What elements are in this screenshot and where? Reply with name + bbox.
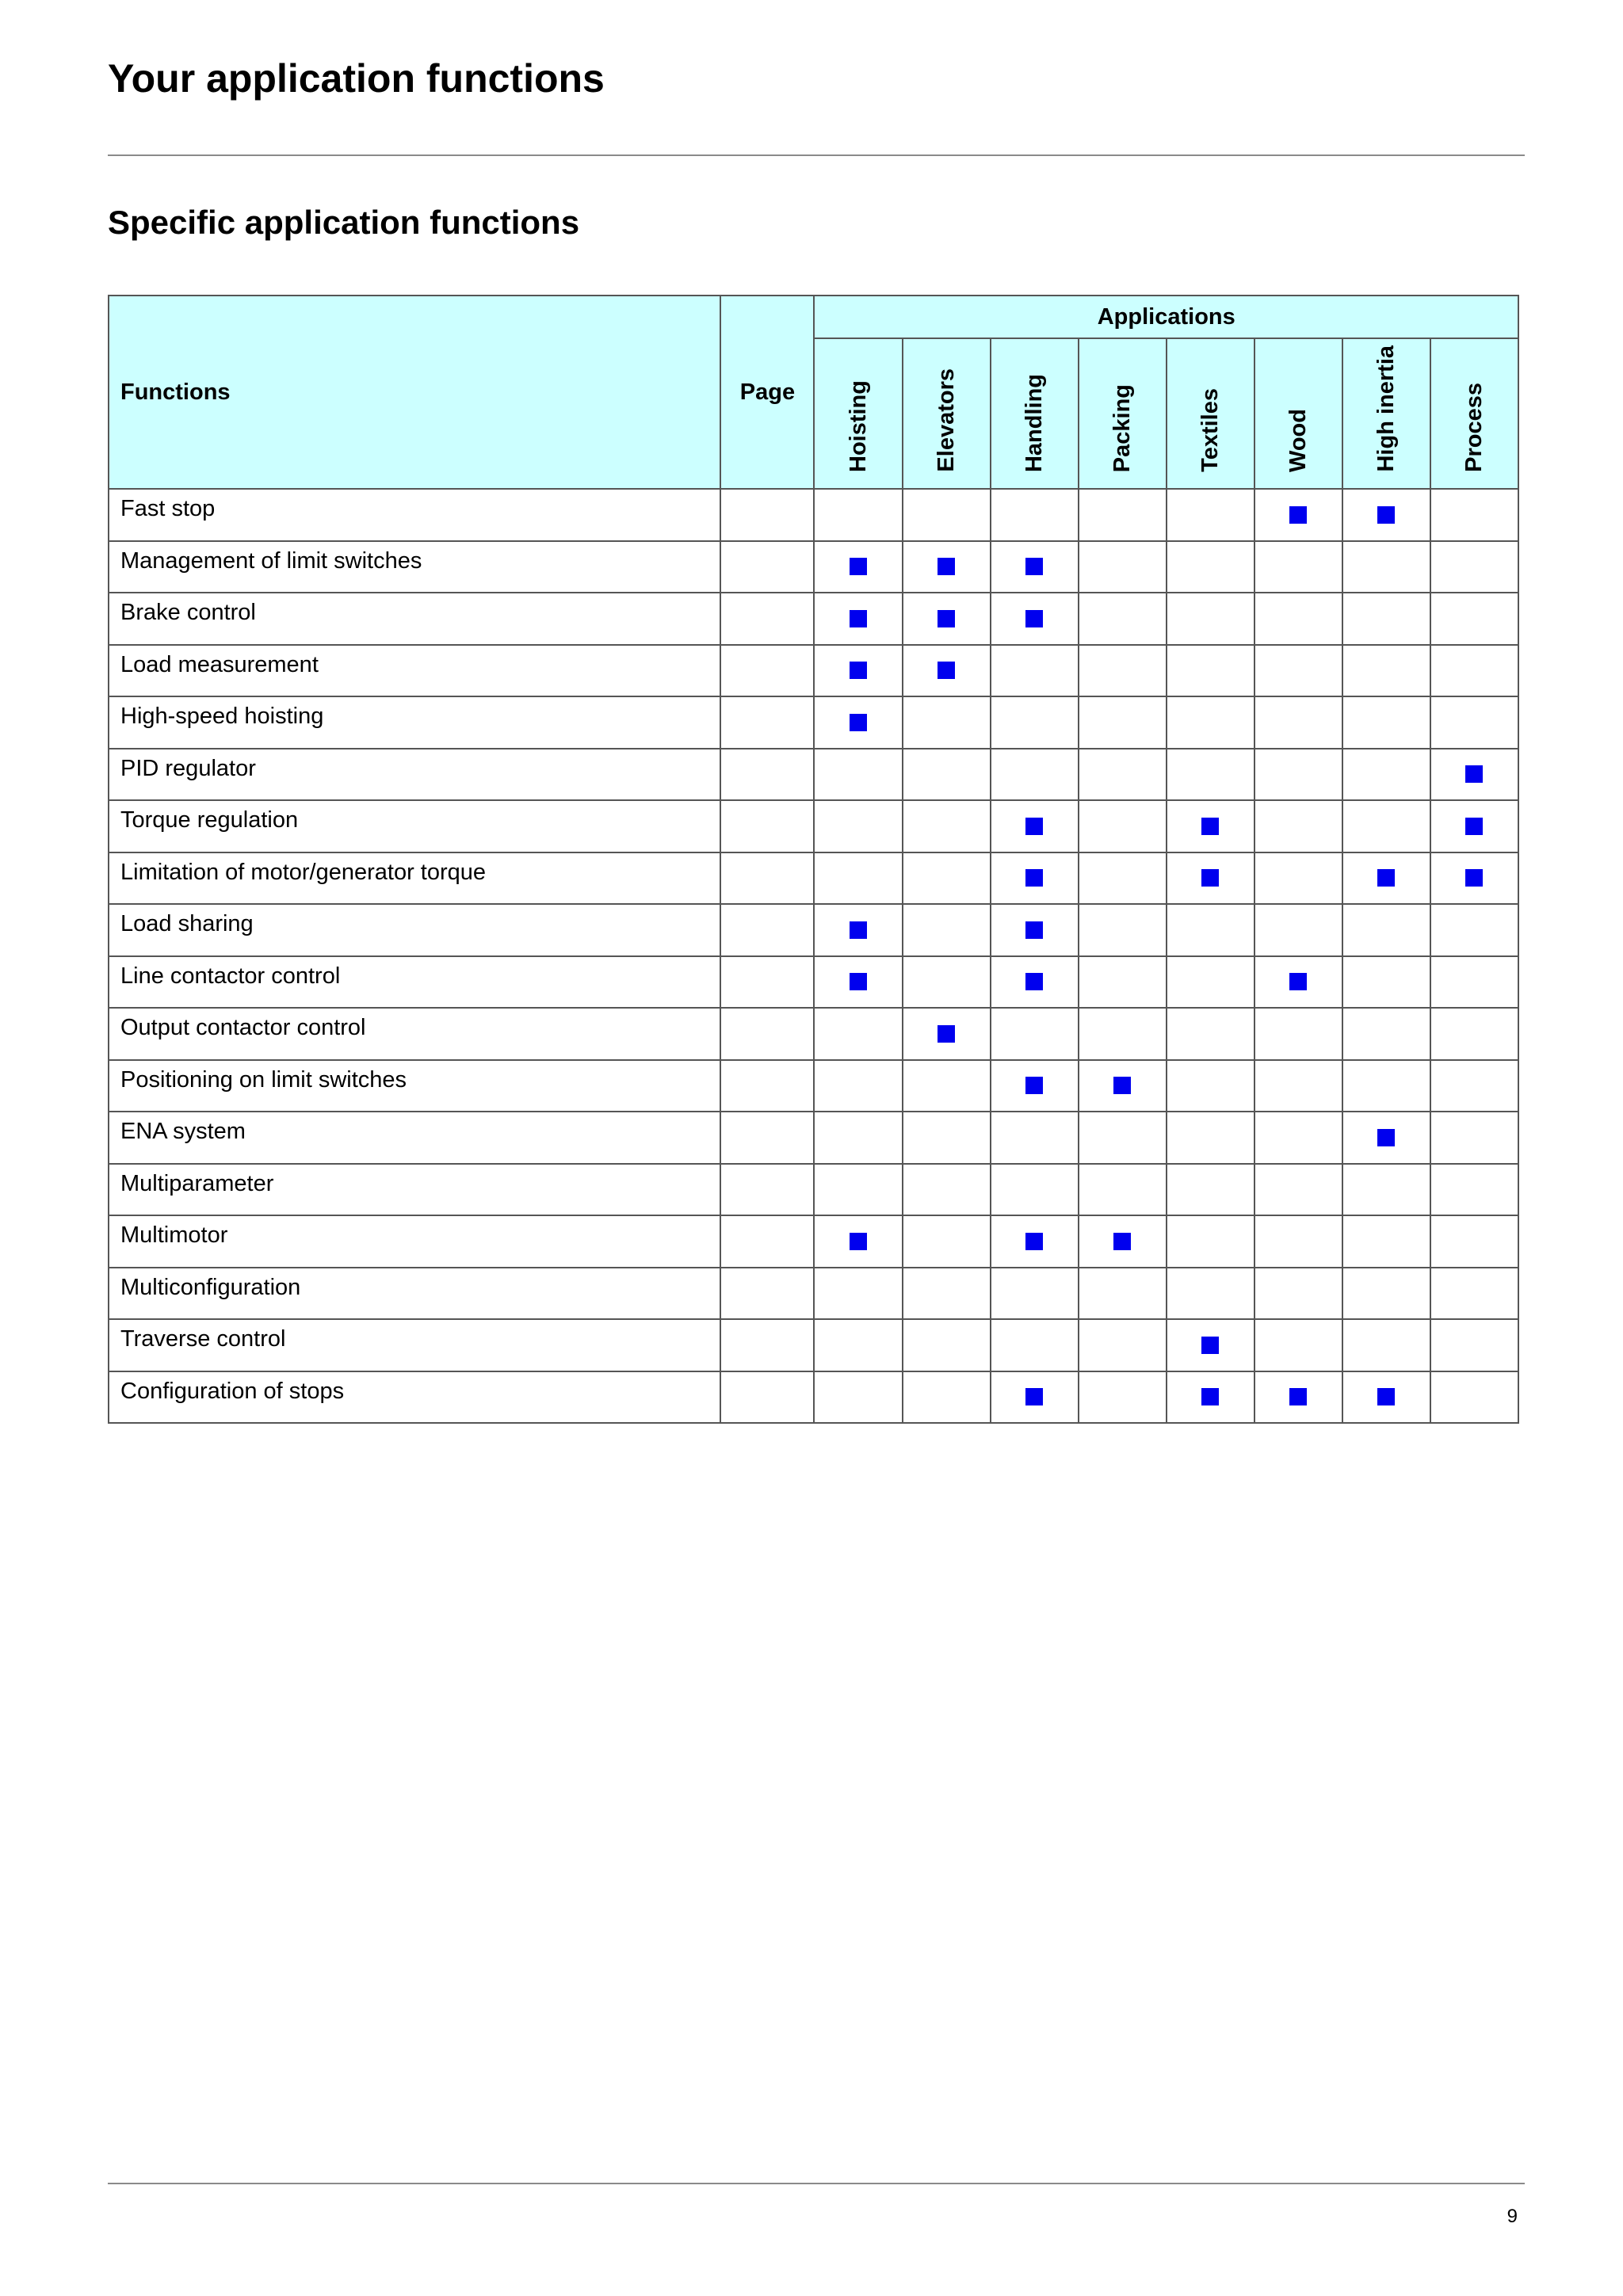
application-cell — [991, 541, 1079, 593]
function-name: Brake control — [109, 593, 720, 645]
application-cell — [1167, 696, 1254, 749]
application-cell — [1430, 1008, 1518, 1060]
function-page — [720, 1008, 814, 1060]
applications-header: Applications — [814, 296, 1518, 338]
application-cell — [1254, 749, 1342, 801]
application-cell — [903, 1371, 991, 1424]
square-marker-icon — [1025, 921, 1043, 939]
square-marker-icon — [1201, 818, 1219, 835]
table-row — [109, 956, 1518, 1009]
function-name: Load measurement — [109, 645, 720, 697]
application-cell — [1079, 696, 1167, 749]
top-divider — [108, 154, 1525, 156]
column-header-handling — [991, 338, 1079, 489]
column-header-elevators — [903, 338, 991, 489]
function-name: Limitation of motor/generator torque — [109, 852, 720, 905]
application-cell — [1430, 489, 1518, 541]
application-cell — [1342, 1371, 1430, 1424]
application-cell — [1167, 1008, 1254, 1060]
square-marker-icon — [1113, 1233, 1131, 1250]
square-marker-icon — [938, 662, 955, 679]
square-marker-icon — [1289, 506, 1307, 524]
application-cell — [991, 956, 1079, 1009]
square-marker-icon — [850, 973, 867, 990]
application-cell — [1167, 749, 1254, 801]
application-cell — [1167, 1319, 1254, 1371]
application-cell — [1167, 800, 1254, 852]
application-cell — [903, 1319, 991, 1371]
application-cell — [1254, 593, 1342, 645]
square-marker-icon — [850, 558, 867, 575]
function-page — [720, 749, 814, 801]
application-cell — [1254, 1215, 1342, 1268]
application-cell — [814, 1371, 902, 1424]
square-marker-icon — [1025, 1388, 1043, 1405]
application-cell — [1342, 1060, 1430, 1112]
square-marker-icon — [850, 921, 867, 939]
application-cell — [1254, 1112, 1342, 1164]
table-row — [109, 1371, 1518, 1424]
application-cell — [1167, 1268, 1254, 1320]
application-cell — [1254, 1371, 1342, 1424]
application-cell — [1430, 1112, 1518, 1164]
application-cell — [1167, 1164, 1254, 1216]
application-cell — [1430, 696, 1518, 749]
function-name: Load sharing — [109, 904, 720, 956]
square-marker-icon — [1201, 1388, 1219, 1405]
application-cell — [1342, 696, 1430, 749]
application-cell — [1254, 1008, 1342, 1060]
application-cell — [1254, 541, 1342, 593]
function-page — [720, 852, 814, 905]
application-cell — [1342, 541, 1430, 593]
square-marker-icon — [1377, 1129, 1395, 1146]
application-cell — [814, 1112, 902, 1164]
application-cell — [1167, 593, 1254, 645]
application-cell — [903, 800, 991, 852]
square-marker-icon — [1025, 1233, 1043, 1250]
application-cell — [1342, 956, 1430, 1009]
application-cell — [814, 541, 902, 593]
application-cell — [1079, 852, 1167, 905]
function-page — [720, 904, 814, 956]
application-cell — [1342, 852, 1430, 905]
function-name: ENA system — [109, 1112, 720, 1164]
application-cell — [1167, 1060, 1254, 1112]
application-cell — [1430, 1371, 1518, 1424]
application-cell — [1254, 696, 1342, 749]
application-cell — [991, 1008, 1079, 1060]
function-page — [720, 1371, 814, 1424]
application-functions-table — [108, 295, 1519, 1424]
function-page — [720, 1164, 814, 1216]
application-cell — [1342, 800, 1430, 852]
application-cell — [991, 800, 1079, 852]
application-cell — [814, 696, 902, 749]
square-marker-icon — [1465, 765, 1483, 783]
function-page — [720, 1319, 814, 1371]
function-page — [720, 645, 814, 697]
application-cell — [1079, 541, 1167, 593]
application-cell — [1430, 956, 1518, 1009]
page-header: Page — [720, 296, 814, 489]
application-cell — [991, 1268, 1079, 1320]
square-marker-icon — [850, 1233, 867, 1250]
application-cell — [1254, 956, 1342, 1009]
application-cell — [903, 1215, 991, 1268]
application-cell — [903, 593, 991, 645]
application-cell — [991, 593, 1079, 645]
application-cell — [1430, 541, 1518, 593]
function-page — [720, 541, 814, 593]
application-cell — [814, 1268, 902, 1320]
square-marker-icon — [1025, 818, 1043, 835]
application-cell — [903, 645, 991, 697]
application-cell — [1430, 904, 1518, 956]
table-body — [109, 489, 1518, 1423]
application-cell — [1254, 1319, 1342, 1371]
application-cell — [1079, 956, 1167, 1009]
application-cell — [1342, 645, 1430, 697]
application-cell — [1254, 904, 1342, 956]
column-header-high-inertia — [1342, 338, 1430, 489]
application-cell — [903, 541, 991, 593]
table-row — [109, 541, 1518, 593]
application-cell — [1342, 1112, 1430, 1164]
application-cell — [814, 1215, 902, 1268]
function-name: Positioning on limit switches — [109, 1060, 720, 1112]
application-cell — [1079, 1060, 1167, 1112]
function-page — [720, 956, 814, 1009]
column-label: High inertia — [1373, 345, 1399, 472]
square-marker-icon — [1465, 869, 1483, 887]
square-marker-icon — [1201, 1337, 1219, 1354]
application-cell — [1342, 1268, 1430, 1320]
square-marker-icon — [1025, 869, 1043, 887]
application-cell — [1079, 1371, 1167, 1424]
function-name: Output contactor control — [109, 1008, 720, 1060]
application-cell — [1430, 800, 1518, 852]
function-page — [720, 1215, 814, 1268]
application-cell — [1342, 1319, 1430, 1371]
application-cell — [1430, 749, 1518, 801]
function-page — [720, 593, 814, 645]
application-cell — [814, 1164, 902, 1216]
application-cell — [1167, 904, 1254, 956]
application-cell — [903, 904, 991, 956]
square-marker-icon — [850, 610, 867, 627]
application-cell — [1430, 1215, 1518, 1268]
column-label: Process — [1461, 383, 1487, 472]
application-cell — [903, 1112, 991, 1164]
application-cell — [1167, 956, 1254, 1009]
column-label: Handling — [1021, 373, 1047, 472]
application-cell — [1430, 1164, 1518, 1216]
application-cell — [1430, 645, 1518, 697]
application-cell — [1342, 1215, 1430, 1268]
application-cell — [814, 800, 902, 852]
column-label: Hoisting — [845, 380, 871, 472]
table-row — [109, 1319, 1518, 1371]
function-name: Management of limit switches — [109, 541, 720, 593]
square-marker-icon — [1377, 1388, 1395, 1405]
application-cell — [903, 1164, 991, 1216]
table-row — [109, 1008, 1518, 1060]
column-header-hoisting — [814, 338, 902, 489]
application-cell — [991, 852, 1079, 905]
table-row — [109, 1164, 1518, 1216]
application-cell — [1167, 541, 1254, 593]
application-cell — [903, 852, 991, 905]
column-header-wood — [1254, 338, 1342, 489]
square-marker-icon — [1289, 973, 1307, 990]
table-row — [109, 749, 1518, 801]
function-name: Multimotor — [109, 1215, 720, 1268]
application-cell — [1254, 645, 1342, 697]
square-marker-icon — [1201, 869, 1219, 887]
application-cell — [814, 489, 902, 541]
application-cell — [991, 696, 1079, 749]
application-cell — [1079, 645, 1167, 697]
table-row — [109, 489, 1518, 541]
application-cell — [1079, 489, 1167, 541]
application-cell — [1167, 1371, 1254, 1424]
application-cell — [903, 956, 991, 1009]
square-marker-icon — [1465, 818, 1483, 835]
table-row — [109, 1060, 1518, 1112]
function-name: High-speed hoisting — [109, 696, 720, 749]
function-page — [720, 1112, 814, 1164]
application-cell — [1079, 1164, 1167, 1216]
function-name: Fast stop — [109, 489, 720, 541]
application-cell — [814, 1319, 902, 1371]
application-cell — [1167, 852, 1254, 905]
application-cell — [1167, 1215, 1254, 1268]
function-name: Configuration of stops — [109, 1371, 720, 1424]
table-row — [109, 593, 1518, 645]
function-page — [720, 696, 814, 749]
column-header-process — [1430, 338, 1518, 489]
application-cell — [903, 749, 991, 801]
application-cell — [991, 1215, 1079, 1268]
function-name: Line contactor control — [109, 956, 720, 1009]
application-cell — [1342, 489, 1430, 541]
square-marker-icon — [938, 558, 955, 575]
application-cell — [814, 749, 902, 801]
application-cell — [1079, 1268, 1167, 1320]
application-cell — [991, 904, 1079, 956]
application-cell — [1342, 1164, 1430, 1216]
page-title: Your application functions — [108, 56, 605, 101]
application-cell — [814, 852, 902, 905]
application-cell — [814, 1008, 902, 1060]
application-cell — [814, 956, 902, 1009]
application-cell — [1079, 1319, 1167, 1371]
application-cell — [1167, 1112, 1254, 1164]
function-name: Multiconfiguration — [109, 1268, 720, 1320]
function-page — [720, 489, 814, 541]
column-label: Elevators — [933, 368, 959, 472]
application-cell — [903, 1008, 991, 1060]
function-page — [720, 800, 814, 852]
square-marker-icon — [1377, 506, 1395, 524]
square-marker-icon — [1113, 1077, 1131, 1094]
application-cell — [1167, 489, 1254, 541]
bottom-divider — [108, 2183, 1525, 2184]
table-row — [109, 1112, 1518, 1164]
application-cell — [1254, 489, 1342, 541]
application-cell — [1430, 1268, 1518, 1320]
application-cell — [991, 489, 1079, 541]
application-cell — [814, 1060, 902, 1112]
application-cell — [1254, 800, 1342, 852]
application-cell — [1342, 749, 1430, 801]
square-marker-icon — [1025, 1077, 1043, 1094]
application-cell — [1254, 852, 1342, 905]
application-cell — [1254, 1268, 1342, 1320]
table-row — [109, 904, 1518, 956]
table-row — [109, 852, 1518, 905]
square-marker-icon — [1025, 973, 1043, 990]
column-label: Wood — [1285, 409, 1311, 472]
application-cell — [903, 1268, 991, 1320]
functions-header: Functions — [109, 296, 720, 489]
application-cell — [1430, 593, 1518, 645]
application-cell — [1079, 1112, 1167, 1164]
page-number: 9 — [1507, 2206, 1518, 2227]
application-cell — [1079, 904, 1167, 956]
application-cell — [1430, 852, 1518, 905]
application-cell — [991, 645, 1079, 697]
function-page — [720, 1060, 814, 1112]
application-cell — [991, 1060, 1079, 1112]
application-cell — [1342, 904, 1430, 956]
square-marker-icon — [850, 714, 867, 731]
function-name: Traverse control — [109, 1319, 720, 1371]
square-marker-icon — [1025, 558, 1043, 575]
table-row — [109, 696, 1518, 749]
table-row — [109, 645, 1518, 697]
function-page — [720, 1268, 814, 1320]
application-cell — [1167, 645, 1254, 697]
function-name: Multiparameter — [109, 1164, 720, 1216]
application-cell — [991, 1371, 1079, 1424]
application-cell — [991, 749, 1079, 801]
application-cell — [991, 1164, 1079, 1216]
table-row — [109, 800, 1518, 852]
application-cell — [1430, 1319, 1518, 1371]
application-cell — [1079, 593, 1167, 645]
application-cell — [1430, 1060, 1518, 1112]
square-marker-icon — [1025, 610, 1043, 627]
application-cell — [1342, 593, 1430, 645]
section-title: Specific application functions — [108, 204, 580, 241]
application-cell — [1254, 1164, 1342, 1216]
function-name: PID regulator — [109, 749, 720, 801]
application-cell — [1079, 1008, 1167, 1060]
square-marker-icon — [1377, 869, 1395, 887]
table-row — [109, 1268, 1518, 1320]
application-cell — [1079, 1215, 1167, 1268]
square-marker-icon — [1289, 1388, 1307, 1405]
application-cell — [814, 904, 902, 956]
square-marker-icon — [938, 610, 955, 627]
column-label: Textiles — [1197, 388, 1223, 472]
application-cell — [814, 593, 902, 645]
application-cell — [1342, 1008, 1430, 1060]
application-cell — [1079, 749, 1167, 801]
application-cell — [903, 696, 991, 749]
application-cell — [1079, 800, 1167, 852]
application-cell — [903, 489, 991, 541]
column-label: Packing — [1109, 383, 1135, 472]
column-header-packing — [1079, 338, 1167, 489]
application-cell — [1254, 1060, 1342, 1112]
square-marker-icon — [938, 1025, 955, 1043]
column-header-textiles — [1167, 338, 1254, 489]
application-cell — [991, 1112, 1079, 1164]
application-cell — [814, 645, 902, 697]
table-row — [109, 1215, 1518, 1268]
application-cell — [991, 1319, 1079, 1371]
application-cell — [903, 1060, 991, 1112]
function-name: Torque regulation — [109, 800, 720, 852]
square-marker-icon — [850, 662, 867, 679]
